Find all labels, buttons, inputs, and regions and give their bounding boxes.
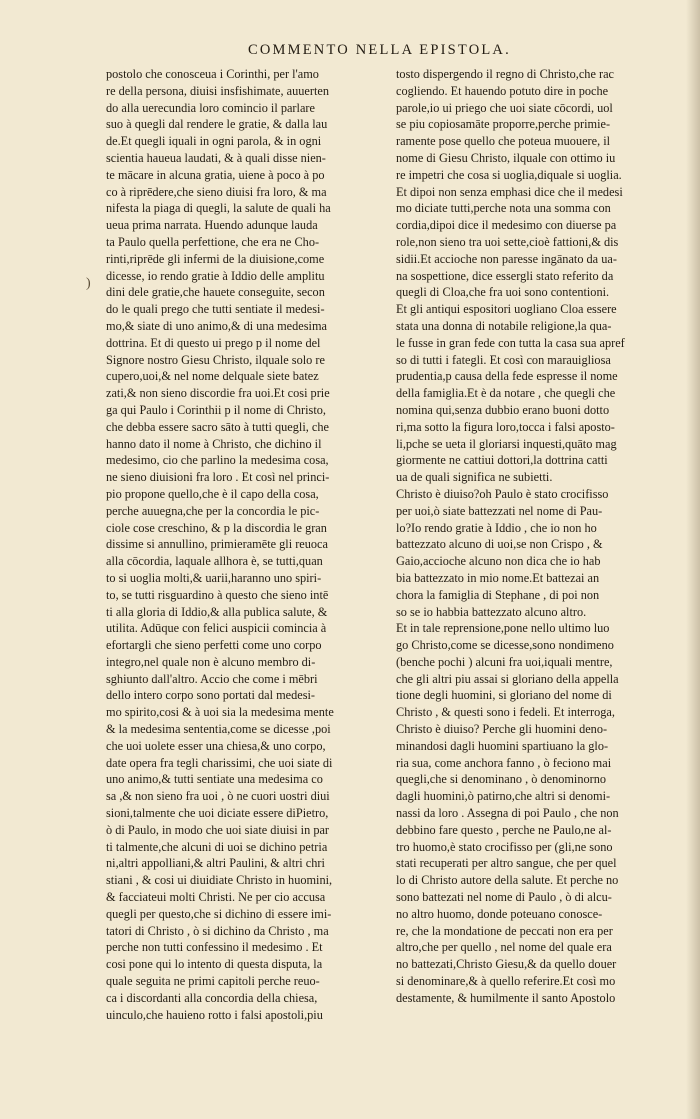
text-line: dottrina. Et di questo ui prego p il nome del — [106, 335, 321, 350]
text-line: ne sieno diuisioni fra loro . Et così nel princi- — [106, 470, 330, 485]
text-line: nome di Giesu Christo, ilquale con ottimo iu — [396, 150, 616, 165]
text-line: re, che la mondatione de peccati non era per — [396, 923, 613, 938]
text-line: Gaio,accioche alcuno non dica che io hab — [396, 554, 601, 569]
text-line: cogliendo. Et hauendo potuto dire in poche — [396, 83, 609, 98]
text-line: & la medesima sententia,come se dicesse ,poi — [106, 722, 331, 737]
text-line: tosto dispergendo il regno di Christo,che rac — [396, 67, 614, 81]
text-line: lo di Christo autore della salute. Et perche no — [396, 873, 619, 888]
text-line: te mācare in alcuna gratia, uiene à poco à po — [106, 167, 325, 182]
text-line: efortargli che sieno perfetti come uno corpo — [106, 638, 322, 653]
text-line: Christo , & questi sono i fedeli. Et interroga, — [396, 705, 615, 720]
text-line: so di tutti i fategli. Et così con marauigliosa — [396, 352, 611, 367]
text-line: perche auuegna,che per la concordia le pic- — [106, 503, 320, 518]
text-line: dissime si annullino, primieramēte gli reuoca — [106, 537, 328, 552]
text-line: quegli di Cloa,che fra uoi sono contentioni. — [396, 285, 610, 300]
text-line: zati,& non sieno discordie fra uoi.Et cosi prie — [106, 386, 330, 401]
text-line: dini dele gratie,che hauete conseguite, secon — [106, 285, 325, 300]
text-line: re impetri che cosa si uoglia,diquale si uoglia. — [396, 167, 622, 182]
text-line: altro,che per quello , nel nome del quale era — [396, 940, 612, 955]
text-line: alla cōcordia, laquale allhora è, se tutti,quan — [106, 554, 323, 569]
text-line: Et dipoi non senza emphasi dice che il medesi — [396, 184, 623, 199]
text-line: quegli per questo,che si dichino di essere imi- — [106, 906, 332, 921]
text-line: to, se tutti risguardino à questo che sieno intē — [106, 587, 329, 602]
text-line: sidii.Et accioche non paresse ingānato da ua- — [396, 251, 617, 266]
text-line: rinti,riprēde gli infermi de la diuisione,come — [106, 251, 325, 266]
text-line: Et in tale reprensione,pone nello ultimo luo — [396, 621, 610, 636]
text-line: chora la famiglia di Stephane , di poi non — [396, 587, 600, 602]
text-line: ta Paulo quella perfettione, che era ne Cho- — [106, 234, 320, 249]
text-line: cupero,uoi,& nel nome delquale siete batez — [106, 369, 319, 384]
text-line: che debba essere sacro sāto à tutti quegli, che — [106, 419, 329, 434]
margin-bracket-mark: ) — [86, 276, 91, 291]
text-line: lo?Io rendo gratie à Iddio , che io non ho — [396, 520, 597, 535]
text-line: debbino fare questo , perche ne Paulo,ne al- — [396, 822, 612, 837]
text-line: ria sua, come anchora fanno , ò feciono mai — [396, 755, 612, 770]
text-line: tione degli huomini, si gloriano del nome di — [396, 688, 612, 703]
text-line: cosi pone qui lo intento di questa disputa, la — [106, 957, 323, 972]
text-line: ca i discordanti alla concordia della chiesa, — [106, 990, 318, 1005]
text-line: le fusse in gran fede con tutta la casa sua apref — [396, 335, 625, 350]
text-line: se piu copiosamāte proporre,perche primie- — [396, 117, 611, 132]
text-line: dagli huomini,ò patirno,che altri si denomi- — [396, 789, 611, 804]
text-line: cordia,dipoi dice il medesimo con diuerse pa — [396, 218, 617, 233]
text-line: uno animo,& tutti sentiate una medesima co — [106, 772, 323, 787]
text-line: minandosi dagli huomini spartiuano la glo- — [396, 738, 609, 753]
text-line: stati recuperati per altro sangue, che per quel — [396, 856, 617, 871]
text-line: stata una donna di notabile religione,la qua- — [396, 318, 612, 333]
text-line: ti talmente,che alcuni di uoi se dichino petria — [106, 839, 328, 854]
running-head: COMMENTO NELLA EPISTOLA. — [248, 42, 511, 58]
text-line: postolo che conosceua i Corinthi, per l'amo — [106, 67, 319, 81]
text-line: destamente, & humilmente il santo Apostolo — [396, 990, 616, 1005]
text-line: do le quali prego che tutti sentiate il medesi- — [106, 302, 325, 317]
text-line: nifesta la piaga di quegli, la salute de quali ha — [106, 201, 331, 216]
text-line: quale seguita ne primi capitoli perche reuo- — [106, 974, 320, 989]
text-line: sono battezati nel nome di Paulo , ò di alcu- — [396, 890, 612, 905]
text-line: che uoi uolete esser una chiesa,& uno corpo, — [106, 738, 326, 753]
text-line: Christo è diuiso?oh Paulo è stato crocifisso — [396, 486, 609, 501]
text-line: utilita. Adūque con felici auspicii comincia à — [106, 621, 327, 636]
text-line: mo spirito,cosi & à uoi sia la medesima mente — [106, 705, 334, 720]
text-line: no battezati,Christo Giesu,& da quello douer — [396, 957, 617, 972]
text-line: nassi da loro . Assegna di poi Paulo , che non — [396, 806, 619, 821]
text-line: scientia haueua laudati, & à quali disse nien- — [106, 150, 326, 165]
text-line: de.Et quegli iquali in ogni parola, & in ogni — [106, 134, 322, 149]
text-line: suo à quegli dal rendere le gratie, & dalla lau — [106, 117, 328, 132]
text-line: date opera fra tegli charissimi, che uoi siate di — [106, 755, 333, 770]
text-line: battezzato alcuno di uoi,se non Crispo , & — [396, 537, 603, 552]
text-line: (benche pochi ) alcuni fra uoi,iquali mentre, — [396, 654, 613, 669]
text-line: Christo è diuiso? Perche gli huomini deno- — [396, 722, 608, 737]
text-line: che gli altri piu assai si gloriano della appella — [396, 671, 619, 686]
text-line: mo,& siate di uno animo,& di una medesima — [106, 318, 327, 333]
text-line: pio propone quello,che è il capo della cosa, — [106, 486, 319, 501]
text-line: tatori di Christo , ò si dichino da Christo , ma — [106, 923, 329, 938]
text-line: go Christo,come se dicesse,sono nondimeno — [396, 638, 614, 653]
text-line: quegli,che si denominano , ò denominorno — [396, 772, 607, 787]
text-line: sghiunto dall'altro. Accio che come i mēbri — [106, 671, 318, 686]
text-line: hanno dato il nome à Christo, che dichino il — [106, 436, 322, 451]
text-line: sa ,& non sieno fra uoi , ò ne cuori uostri diui — [106, 789, 330, 804]
text-line: do alla uerecundia loro comincio il parlare — [106, 100, 315, 115]
text-line: mo diciate tutti,perche nota una somma con — [396, 201, 611, 216]
text-line: nomina qui,senza dubbio erano buoni dotto — [396, 402, 610, 417]
text-line: per uoi,ò siate battezzati nel nome di Pau- — [396, 503, 603, 518]
right-text-column — [396, 66, 692, 1007]
text-line: ramente pose quello che poteua muouere, il — [396, 134, 611, 149]
text-line: ti alla gloria di Iddio,& alla publica salute, & — [106, 604, 328, 619]
text-line: della famiglia.Et è da notare , che quegli che — [396, 386, 616, 401]
text-line: dello intero corpo sono portati dal medesi- — [106, 688, 315, 703]
text-line: role,non sieno tra uoi sette,cioè fattioni,& dis — [396, 234, 619, 249]
text-line: ga qui Paulo i Corinthii p il nome di Christo, — [106, 402, 326, 417]
text-line: ri,ma sotto la figura loro,tocca i falsi aposto- — [396, 419, 615, 434]
text-line: uinculo,che hauieno rotto i falsi apostoli,piu — [106, 1007, 323, 1022]
text-line: ni,altri appolliani,& altri Paulini, & altri chri — [106, 856, 325, 871]
text-line: prudentia,p causa della fede espresse il nome — [396, 369, 618, 384]
text-line: ua de quali significa ne subietti. — [396, 470, 553, 485]
text-line: dicesse, io rendo gratie à Iddio delle amplitu — [106, 268, 325, 283]
text-line: ciole cose creschino, & p la discordia le gran — [106, 520, 327, 535]
text-line: si denominare,& à quello referire.Et così mo — [396, 974, 616, 989]
left-text-column — [106, 66, 390, 1023]
text-line: no altro huomo, donde poteuano conosce- — [396, 906, 603, 921]
text-line: Signore nostro Giesu Christo, ilquale solo re — [106, 352, 325, 367]
text-line: co à riprēdere,che sieno diuisi fra loro, & ma — [106, 184, 327, 199]
text-line: & facciateui molti Christi. Ne per cio accusa — [106, 890, 326, 905]
text-line: so se io habbia battezzato alcuno altro. — [396, 604, 587, 619]
text-line: parole,io ui priego che uoi siate cōcordi, uol — [396, 100, 613, 115]
text-line: giormente ne cattiui dottori,la dottrina catti — [396, 453, 608, 468]
text-line: medesimo, cio che parlino la medesima cosa, — [106, 453, 329, 468]
page-edge-shadow — [686, 0, 700, 1119]
text-line: tro huomo,è stato crocifisso per (gli,ne sono — [396, 839, 613, 854]
text-line: ueua prima narrata. Huendo adunque lauda — [106, 218, 318, 233]
text-line: bia battezzato in mio nome.Et battezai an — [396, 570, 600, 585]
text-line: stiani , & cosi ui diuidiate Christo in huomini, — [106, 873, 333, 888]
text-line: sioni,talmente che uoi diciate essere diPietro, — [106, 806, 329, 821]
text-line: na sospettione, dice essergli stato referito da — [396, 268, 614, 283]
text-line: li,pche se ueta il gloriarsi inquesti,quāto mag — [396, 436, 617, 451]
text-line: perche non tutti confessino il medesimo . Et — [106, 940, 323, 955]
text-line: to si uoglia molti,& uarii,haranno uno spiri- — [106, 570, 322, 585]
text-line: integro,nel quale non è alcuno membro di- — [106, 654, 316, 669]
text-line: Et gli antiqui espositori uogliano Cloa essere — [396, 302, 617, 317]
text-line: ò di Paulo, in modo che uoi siate diuisi in par — [106, 822, 330, 837]
text-line: re della persona, diuisi insfishimate, auuerten — [106, 83, 329, 98]
